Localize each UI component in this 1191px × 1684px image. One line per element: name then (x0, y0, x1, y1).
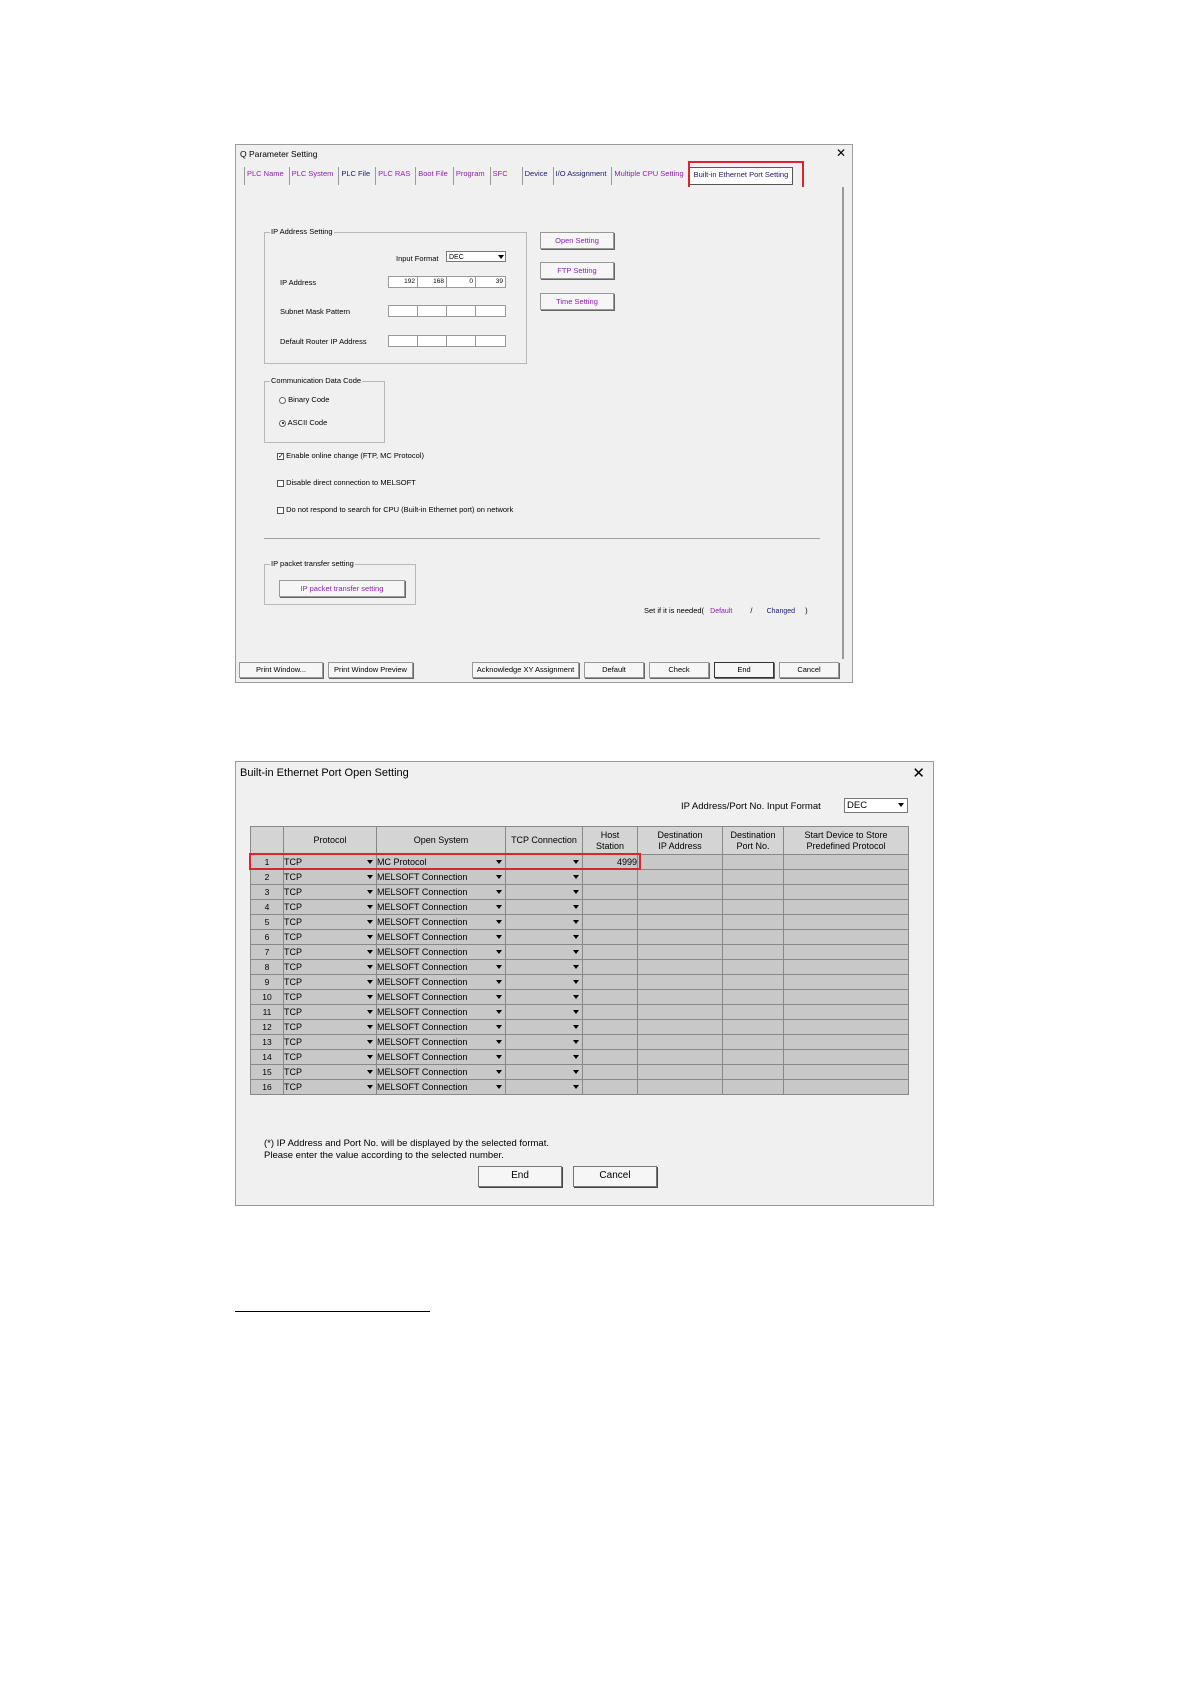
cancel-button[interactable]: Cancel (573, 1166, 657, 1187)
router-octet-2[interactable] (418, 336, 447, 346)
table-row[interactable] (251, 1080, 909, 1095)
row-number: 12 (251, 1020, 284, 1035)
open-system-select[interactable]: MELSOFT Connection (377, 1050, 506, 1065)
table-row[interactable] (251, 870, 909, 885)
dest-ip-cell[interactable] (638, 1035, 723, 1050)
start-device-cell[interactable] (784, 1065, 909, 1080)
disable-direct-connection-checkbox[interactable]: Disable direct connection to MELSOFT (277, 478, 416, 487)
checkbox-unchecked-icon[interactable] (277, 507, 284, 514)
table-row[interactable] (251, 1005, 909, 1020)
row-number: 3 (251, 885, 284, 900)
protocol-select[interactable]: TCP (284, 1005, 377, 1020)
col-header-no (251, 827, 284, 855)
chevron-down-icon (573, 1070, 579, 1074)
chevron-down-icon (573, 875, 579, 879)
dest-ip-cell[interactable] (638, 900, 723, 915)
dest-ip-cell[interactable] (638, 1065, 723, 1080)
dest-ip-cell[interactable] (638, 870, 723, 885)
checkbox-checked-icon[interactable]: ✓ (278, 452, 284, 460)
dest-port-cell[interactable] (723, 885, 784, 900)
separator-line (264, 538, 820, 539)
chevron-down-icon (573, 920, 579, 924)
table-row[interactable] (251, 1065, 909, 1080)
dest-ip-cell[interactable] (638, 990, 723, 1005)
open-system-select[interactable]: MELSOFT Connection (377, 975, 506, 990)
tab-device[interactable]: Device (522, 167, 550, 185)
row-number: 9 (251, 975, 284, 990)
host-station-cell[interactable] (583, 975, 638, 990)
open-system-select[interactable]: MELSOFT Connection (377, 960, 506, 975)
row-number: 2 (251, 870, 284, 885)
subnet-octet-4[interactable] (476, 306, 505, 316)
dest-ip-cell[interactable] (638, 885, 723, 900)
row-number: 13 (251, 1035, 284, 1050)
chevron-down-icon (496, 1040, 502, 1044)
chevron-down-icon (496, 1055, 502, 1059)
subnet-mask-field[interactable] (388, 305, 506, 317)
tcp-connection-select[interactable] (506, 930, 583, 945)
dest-port-cell[interactable] (723, 930, 784, 945)
default-router-field[interactable] (388, 335, 506, 347)
table-row[interactable] (251, 945, 909, 960)
protocol-select[interactable]: TCP (284, 960, 377, 975)
default-button[interactable]: Default (584, 662, 644, 678)
tab-multiple-cpu[interactable]: Multiple CPU Setting (611, 167, 685, 185)
no-respond-search-checkbox[interactable]: Do not respond to search for CPU (Built-in Ethernet port) on network (277, 505, 513, 514)
communication-data-code-group (264, 381, 385, 443)
dest-port-cell[interactable] (723, 1005, 784, 1020)
tab-boot-file[interactable]: Boot File (415, 167, 450, 185)
chevron-down-icon (496, 995, 502, 999)
ip-address-label: IP Address (280, 278, 317, 287)
dest-port-cell[interactable] (723, 1065, 784, 1080)
table-row[interactable] (251, 885, 909, 900)
chevron-down-icon (573, 1055, 579, 1059)
row-number: 4 (251, 900, 284, 915)
row-number: 5 (251, 915, 284, 930)
subnet-octet-2[interactable] (418, 306, 447, 316)
tcp-connection-select[interactable] (506, 1080, 583, 1095)
row-highlight-box (249, 853, 641, 870)
tcp-connection-select[interactable] (506, 960, 583, 975)
protocol-select[interactable]: TCP (284, 900, 377, 915)
chevron-down-icon (367, 950, 373, 954)
checkbox-unchecked-icon[interactable] (277, 480, 284, 487)
start-device-cell[interactable] (784, 930, 909, 945)
tab-plc-ras[interactable]: PLC RAS (375, 167, 412, 185)
tcp-connection-select[interactable] (506, 1020, 583, 1035)
dest-ip-cell[interactable] (638, 1050, 723, 1065)
col-header-host-station: Host Station (583, 827, 638, 855)
open-system-select[interactable]: MC Protocol (377, 855, 506, 870)
default-router-label: Default Router IP Address (280, 337, 367, 346)
set-if-needed-legend: Set if it is needed( Default / Changed ) (644, 606, 808, 615)
protocol-select[interactable]: TCP (284, 870, 377, 885)
host-station-cell[interactable] (583, 945, 638, 960)
dest-ip-cell[interactable] (638, 1020, 723, 1035)
chevron-down-icon (496, 1025, 502, 1029)
ip-octet-3[interactable]: 0 (447, 277, 476, 287)
open-system-select[interactable]: MELSOFT Connection (377, 930, 506, 945)
dest-ip-cell[interactable] (638, 930, 723, 945)
row-number: 6 (251, 930, 284, 945)
row-number: 14 (251, 1050, 284, 1065)
protocol-select[interactable]: TCP (284, 990, 377, 1005)
chevron-down-icon (573, 1085, 579, 1089)
col-header-start-device: Start Device to Store Predefined Protocol (784, 827, 909, 855)
subnet-octet-3[interactable] (447, 306, 476, 316)
subnet-mask-label: Subnet Mask Pattern (280, 307, 351, 316)
window-title: Q Parameter Setting (240, 149, 318, 159)
check-button[interactable]: Check (649, 662, 709, 678)
open-system-select[interactable]: MELSOFT Connection (377, 870, 506, 885)
protocol-select[interactable]: TCP (284, 975, 377, 990)
ftp-setting-button[interactable]: FTP Setting (540, 262, 614, 279)
tab-plc-name[interactable]: PLC Name (244, 167, 286, 185)
communication-data-code-label: Communication Data Code (271, 376, 362, 385)
host-station-cell[interactable] (583, 1050, 638, 1065)
open-system-select[interactable]: MELSOFT Connection (377, 1005, 506, 1020)
dest-port-cell[interactable] (723, 945, 784, 960)
col-header-protocol: Protocol (284, 827, 377, 855)
col-header-open-system: Open System (377, 827, 506, 855)
print-window-preview-button[interactable]: Print Window Preview (328, 662, 413, 678)
start-device-cell[interactable] (784, 1005, 909, 1020)
tab-program[interactable]: Program (453, 167, 487, 185)
row-number: 1 (251, 855, 284, 870)
chevron-down-icon (496, 905, 502, 909)
chevron-down-icon (573, 980, 579, 984)
dest-port-cell[interactable] (723, 1080, 784, 1095)
dest-port-cell[interactable] (723, 915, 784, 930)
chevron-down-icon (367, 995, 373, 999)
chevron-down-icon (367, 905, 373, 909)
tab-plc-system[interactable]: PLC System (289, 167, 336, 185)
tcp-connection-select[interactable] (506, 990, 583, 1005)
chevron-down-icon (496, 935, 502, 939)
print-window-button[interactable]: Print Window... (239, 662, 323, 678)
row-number: 15 (251, 1065, 284, 1080)
dest-port-cell[interactable] (723, 1020, 784, 1035)
start-device-cell[interactable] (784, 1020, 909, 1035)
start-device-cell[interactable] (784, 945, 909, 960)
parameter-setting-window (235, 144, 853, 683)
col-header-tcp-connection: TCP Connection (506, 827, 583, 855)
binary-code-option[interactable]: Binary Code (279, 395, 329, 404)
dest-ip-cell[interactable] (638, 855, 723, 870)
dest-ip-cell[interactable] (638, 945, 723, 960)
chevron-down-icon (573, 1025, 579, 1029)
protocol-select[interactable]: TCP (284, 1020, 377, 1035)
ip-octet-1[interactable]: 192 (389, 277, 418, 287)
host-station-cell[interactable] (583, 1005, 638, 1020)
chevron-down-icon (367, 1055, 373, 1059)
format-note: (*) IP Address and Port No. will be displayed by the selected format. Please enter the value according to the selected number. (264, 1138, 549, 1161)
col-header-dest-port: Destination Port No. (723, 827, 784, 855)
open-setting-window (235, 761, 934, 1206)
tab-builtin-ethernet[interactable]: Built-in Ethernet Port Setting (689, 167, 794, 185)
start-device-cell[interactable] (784, 990, 909, 1005)
chevron-down-icon (367, 1025, 373, 1029)
table-row[interactable] (251, 975, 909, 990)
host-station-cell[interactable] (583, 1035, 638, 1050)
tcp-connection-select[interactable] (506, 900, 583, 915)
close-icon[interactable]: ✕ (835, 146, 846, 160)
chevron-down-icon (573, 1040, 579, 1044)
chevron-down-icon (496, 980, 502, 984)
table-row[interactable] (251, 900, 909, 915)
chevron-down-icon (367, 965, 373, 969)
dest-ip-cell[interactable] (638, 960, 723, 975)
input-format-label: Input Format (396, 254, 439, 263)
cancel-button[interactable]: Cancel (779, 662, 839, 678)
tcp-connection-select[interactable] (506, 915, 583, 930)
tab-sfc[interactable]: SFC (490, 167, 510, 185)
start-device-cell[interactable] (784, 855, 909, 870)
chevron-down-icon (573, 890, 579, 894)
dest-port-cell[interactable] (723, 900, 784, 915)
table-row[interactable] (251, 1020, 909, 1035)
host-station-cell[interactable] (583, 960, 638, 975)
tcp-connection-select[interactable] (506, 870, 583, 885)
open-setting-button[interactable]: Open Setting (540, 232, 614, 249)
chevron-down-icon (496, 1085, 502, 1089)
ip-octet-4[interactable]: 39 (495, 278, 503, 285)
table-row[interactable] (251, 1035, 909, 1050)
protocol-select[interactable]: TCP (284, 930, 377, 945)
dest-port-cell[interactable] (723, 975, 784, 990)
ip-address-group-label: IP Address Setting (271, 227, 333, 236)
dest-port-cell[interactable] (723, 870, 784, 885)
subnet-octet-1[interactable] (389, 306, 418, 316)
table-row[interactable] (251, 1050, 909, 1065)
chevron-down-icon (573, 1010, 579, 1014)
protocol-select[interactable]: TCP (284, 915, 377, 930)
legend-changed: Changed (766, 608, 796, 615)
host-station-cell[interactable] (583, 885, 638, 900)
open-system-select[interactable]: MELSOFT Connection (377, 900, 506, 915)
input-format-select[interactable]: DEC (844, 798, 908, 813)
router-octet-1[interactable] (389, 336, 418, 346)
tcp-connection-select[interactable] (506, 945, 583, 960)
start-device-cell[interactable] (784, 870, 909, 885)
protocol-select[interactable]: TCP (284, 945, 377, 960)
open-system-select[interactable]: MELSOFT Connection (377, 945, 506, 960)
host-station-cell[interactable] (583, 915, 638, 930)
dest-ip-cell[interactable] (638, 1080, 723, 1095)
footnote-rule (235, 1311, 430, 1312)
chevron-down-icon (367, 1085, 373, 1089)
router-octet-3[interactable] (447, 336, 476, 346)
host-station-cell[interactable] (583, 900, 638, 915)
ip-packet-transfer-button[interactable]: IP packet transfer setting (279, 580, 405, 597)
open-system-select[interactable]: MELSOFT Connection (377, 990, 506, 1005)
chevron-down-icon (367, 920, 373, 924)
start-device-cell[interactable] (784, 1080, 909, 1095)
host-station-cell[interactable] (583, 1065, 638, 1080)
legend-default: Default (710, 608, 733, 615)
chevron-down-icon (367, 890, 373, 894)
online-change-checkbox[interactable]: ✓ Enable online change (FTP, MC Protocol) (278, 451, 424, 460)
tcp-connection-select[interactable] (506, 975, 583, 990)
dest-port-cell[interactable] (723, 1035, 784, 1050)
chevron-down-icon (496, 875, 502, 879)
chevron-down-icon (367, 1010, 373, 1014)
protocol-select[interactable]: TCP (284, 1050, 377, 1065)
start-device-cell[interactable] (784, 975, 909, 990)
ascii-code-option[interactable]: ASCII Code (279, 418, 327, 427)
open-system-select[interactable]: MELSOFT Connection (377, 1035, 506, 1050)
window-title: Built-in Ethernet Port Open Setting (240, 767, 409, 779)
dest-port-cell[interactable] (723, 960, 784, 975)
ip-octet-2[interactable]: 168 (418, 277, 447, 287)
chevron-down-icon (496, 890, 502, 894)
chevron-down-icon (496, 950, 502, 954)
protocol-select[interactable]: TCP (284, 1035, 377, 1050)
end-button[interactable]: End (714, 662, 774, 678)
row-number: 11 (251, 1005, 284, 1020)
tab-panel (244, 187, 844, 659)
open-system-select[interactable]: MELSOFT Connection (377, 1065, 506, 1080)
start-device-cell[interactable] (784, 900, 909, 915)
host-station-cell[interactable] (583, 990, 638, 1005)
chevron-down-icon (573, 965, 579, 969)
start-device-cell[interactable] (784, 1035, 909, 1050)
open-system-select[interactable]: MELSOFT Connection (377, 1020, 506, 1035)
protocol-select[interactable]: TCP (284, 885, 377, 900)
radio-on-icon[interactable] (279, 420, 286, 427)
close-icon[interactable]: ✕ (912, 765, 925, 782)
chevron-down-icon (367, 935, 373, 939)
tab-plc-file[interactable]: PLC File (338, 167, 372, 185)
protocol-select[interactable]: TCP (284, 855, 377, 870)
chevron-down-icon (573, 905, 579, 909)
chevron-down-icon (367, 1040, 373, 1044)
time-setting-button[interactable]: Time Setting (540, 293, 614, 310)
router-octet-4[interactable] (476, 336, 505, 346)
tcp-connection-select[interactable] (506, 1005, 583, 1020)
ip-address-field[interactable] (388, 276, 506, 288)
tab-highlight-box (688, 161, 804, 189)
host-station-cell[interactable] (583, 870, 638, 885)
input-format-select[interactable]: DEC (446, 251, 506, 262)
tcp-connection-select[interactable] (506, 1035, 583, 1050)
chevron-down-icon (573, 950, 579, 954)
table-row[interactable] (251, 915, 909, 930)
ip-packet-group-label: IP packet transfer setting (271, 559, 354, 568)
tcp-connection-select[interactable] (506, 885, 583, 900)
start-device-cell[interactable] (784, 915, 909, 930)
host-station-cell[interactable]: 4999 (583, 855, 638, 870)
chevron-down-icon (496, 1070, 502, 1074)
open-system-select[interactable]: MELSOFT Connection (377, 885, 506, 900)
tcp-connection-select[interactable] (506, 1065, 583, 1080)
chevron-down-icon (367, 875, 373, 879)
chevron-down-icon (573, 935, 579, 939)
start-device-cell[interactable] (784, 885, 909, 900)
protocol-select[interactable]: TCP (284, 1080, 377, 1095)
chevron-down-icon (898, 803, 904, 807)
host-station-cell[interactable] (583, 930, 638, 945)
table-row[interactable] (251, 960, 909, 975)
row-number: 16 (251, 1080, 284, 1095)
chevron-down-icon (367, 980, 373, 984)
tcp-connection-select[interactable] (506, 1050, 583, 1065)
dest-port-cell[interactable] (723, 990, 784, 1005)
dest-ip-cell[interactable] (638, 975, 723, 990)
dest-port-cell[interactable] (723, 855, 784, 870)
table-row[interactable] (251, 990, 909, 1005)
host-station-cell[interactable] (583, 1020, 638, 1035)
acknowledge-xy-button[interactable]: Acknowledge XY Assignment (472, 662, 579, 678)
chevron-down-icon (573, 995, 579, 999)
chevron-down-icon (498, 255, 504, 259)
row-number: 10 (251, 990, 284, 1005)
chevron-down-icon (496, 1010, 502, 1014)
col-header-dest-ip: Destination IP Address (638, 827, 723, 855)
dest-ip-cell[interactable] (638, 1005, 723, 1020)
tab-io-assignment[interactable]: I/O Assignment (553, 167, 609, 185)
chevron-down-icon (496, 920, 502, 924)
chevron-down-icon (367, 1070, 373, 1074)
dest-port-cell[interactable] (723, 1050, 784, 1065)
dest-ip-cell[interactable] (638, 915, 723, 930)
protocol-select[interactable]: TCP (284, 1065, 377, 1080)
table-row[interactable] (251, 930, 909, 945)
radio-off-icon[interactable] (279, 397, 286, 404)
end-button[interactable]: End (478, 1166, 562, 1187)
open-system-select[interactable]: MELSOFT Connection (377, 1080, 506, 1095)
host-station-cell[interactable] (583, 1080, 638, 1095)
row-number: 7 (251, 945, 284, 960)
row-number: 8 (251, 960, 284, 975)
start-device-cell[interactable] (784, 1050, 909, 1065)
input-format-label: IP Address/Port No. Input Format (681, 801, 821, 812)
start-device-cell[interactable] (784, 960, 909, 975)
chevron-down-icon (496, 965, 502, 969)
open-system-select[interactable]: MELSOFT Connection (377, 915, 506, 930)
